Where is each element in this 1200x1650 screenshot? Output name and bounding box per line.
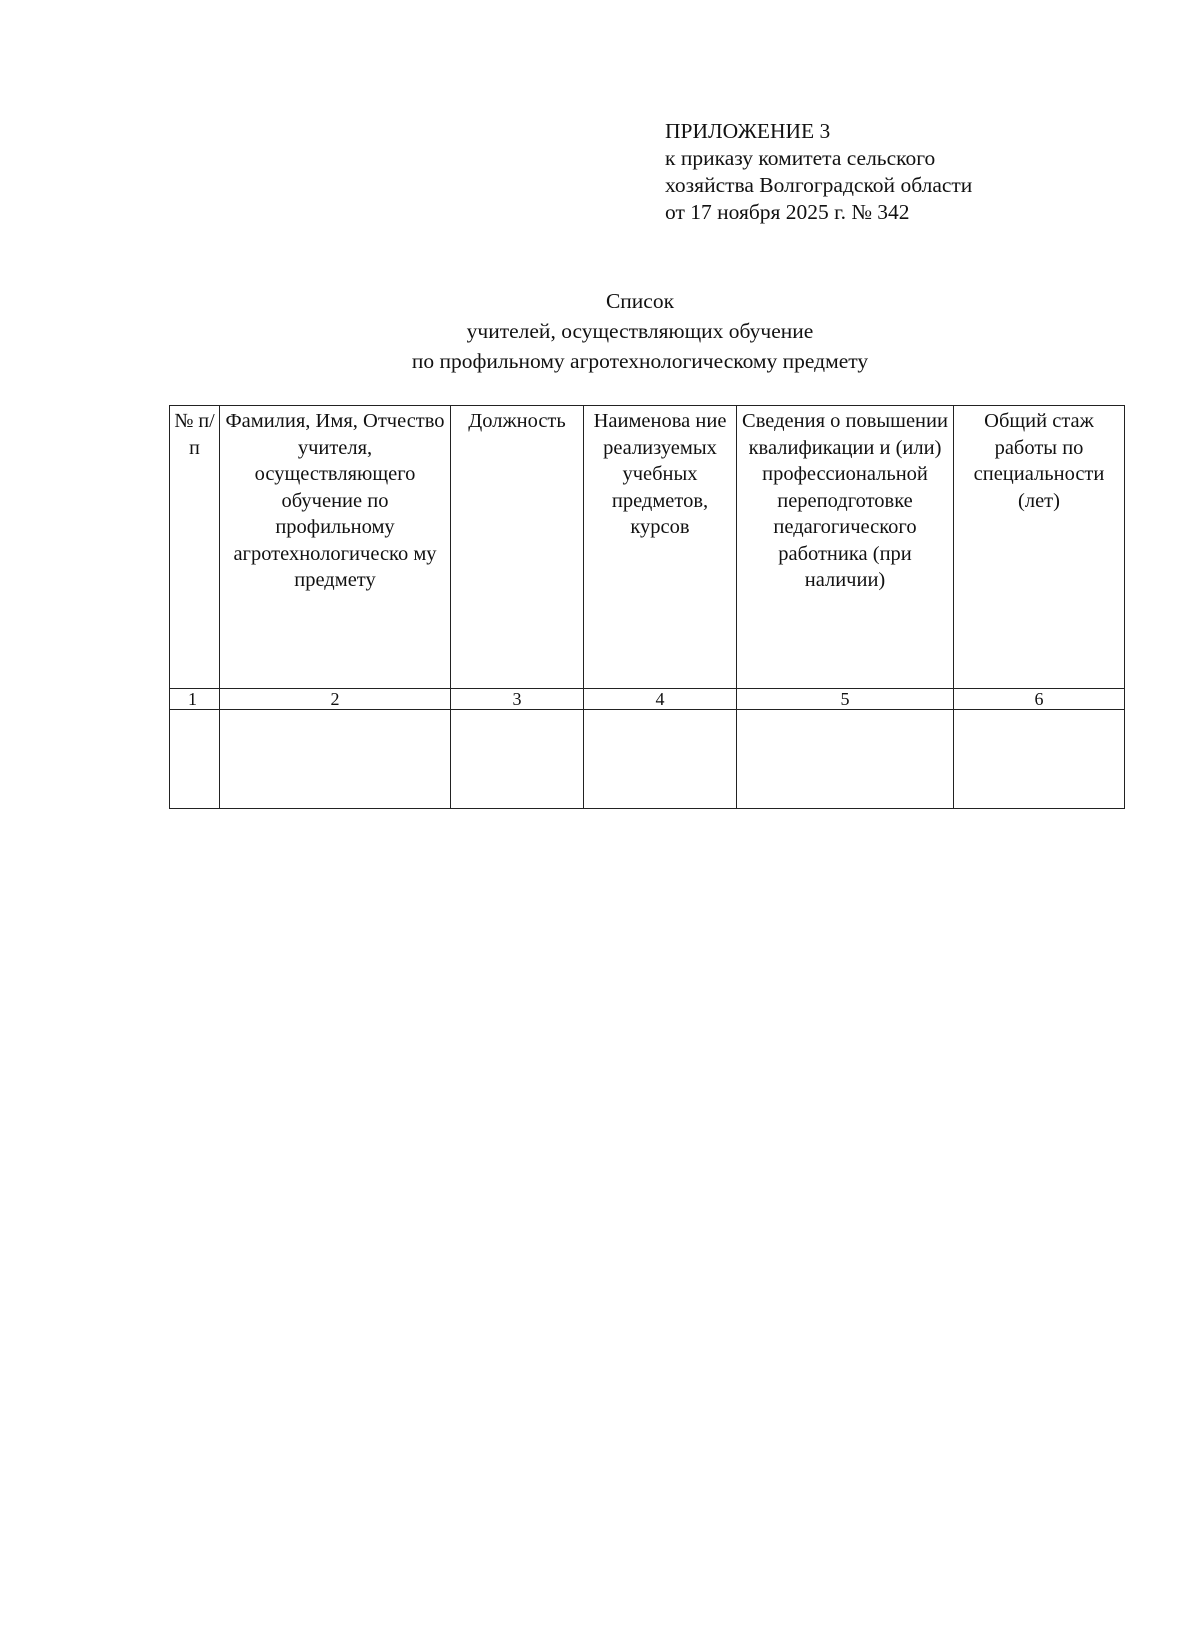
table-column-numbers-row xyxy=(170,689,1125,710)
table-header-row xyxy=(170,406,1125,689)
column-number-cell: 6 xyxy=(954,689,1125,710)
header-experience-label: Общий стаж работы по специальности (лет) xyxy=(973,410,1105,512)
teachers-table xyxy=(169,405,1125,809)
column-number-cell: 3 xyxy=(451,689,584,710)
appendix-committee-line: хозяйства Волгоградской области xyxy=(665,173,973,197)
header-cell-number xyxy=(170,406,220,689)
table-cell xyxy=(170,710,220,809)
title-line-3: по профильному агротехнологическому предмету xyxy=(411,349,869,373)
table-cell xyxy=(220,710,451,809)
title-line-1: Список xyxy=(605,289,675,313)
header-subjects-label: Наименова ние реализуемых учебных предметов, курсов xyxy=(593,410,727,538)
column-number-cell: 2 xyxy=(220,689,451,710)
document-title xyxy=(170,286,1110,376)
table-cell xyxy=(954,710,1125,809)
table-cell xyxy=(451,710,584,809)
table-cell xyxy=(737,710,954,809)
appendix-order-line: к приказу комитета сельского xyxy=(665,146,936,170)
appendix-header xyxy=(665,118,972,226)
table-cell xyxy=(584,710,737,809)
column-number-cell: 4 xyxy=(584,689,737,710)
header-cell-position xyxy=(451,406,584,689)
appendix-title: ПРИЛОЖЕНИЕ 3 xyxy=(665,119,831,143)
appendix-date-line: от 17 ноября 2025 г. № 342 xyxy=(665,200,910,224)
title-line-2: учителей, осуществляющих обучение xyxy=(466,319,814,343)
header-cell-qualification xyxy=(737,406,954,689)
table-row xyxy=(170,710,1125,809)
header-position-label: Должность xyxy=(468,410,566,432)
header-cell-full-name xyxy=(220,406,451,689)
header-qualification-label: Сведения о повышении квалификации и (или) профессиональной переподготовке педагогического работника (при наличии) xyxy=(742,410,948,591)
column-number-cell: 5 xyxy=(737,689,954,710)
column-number-cell: 1 xyxy=(170,689,220,710)
header-full-name-label: Фамилия, Имя, Отчество учителя, осуществляющего обучение по профильному агротехнологическо му предмету xyxy=(225,410,445,591)
header-cell-experience xyxy=(954,406,1125,689)
header-cell-subjects xyxy=(584,406,737,689)
header-number-label: № п/ п xyxy=(174,410,215,459)
